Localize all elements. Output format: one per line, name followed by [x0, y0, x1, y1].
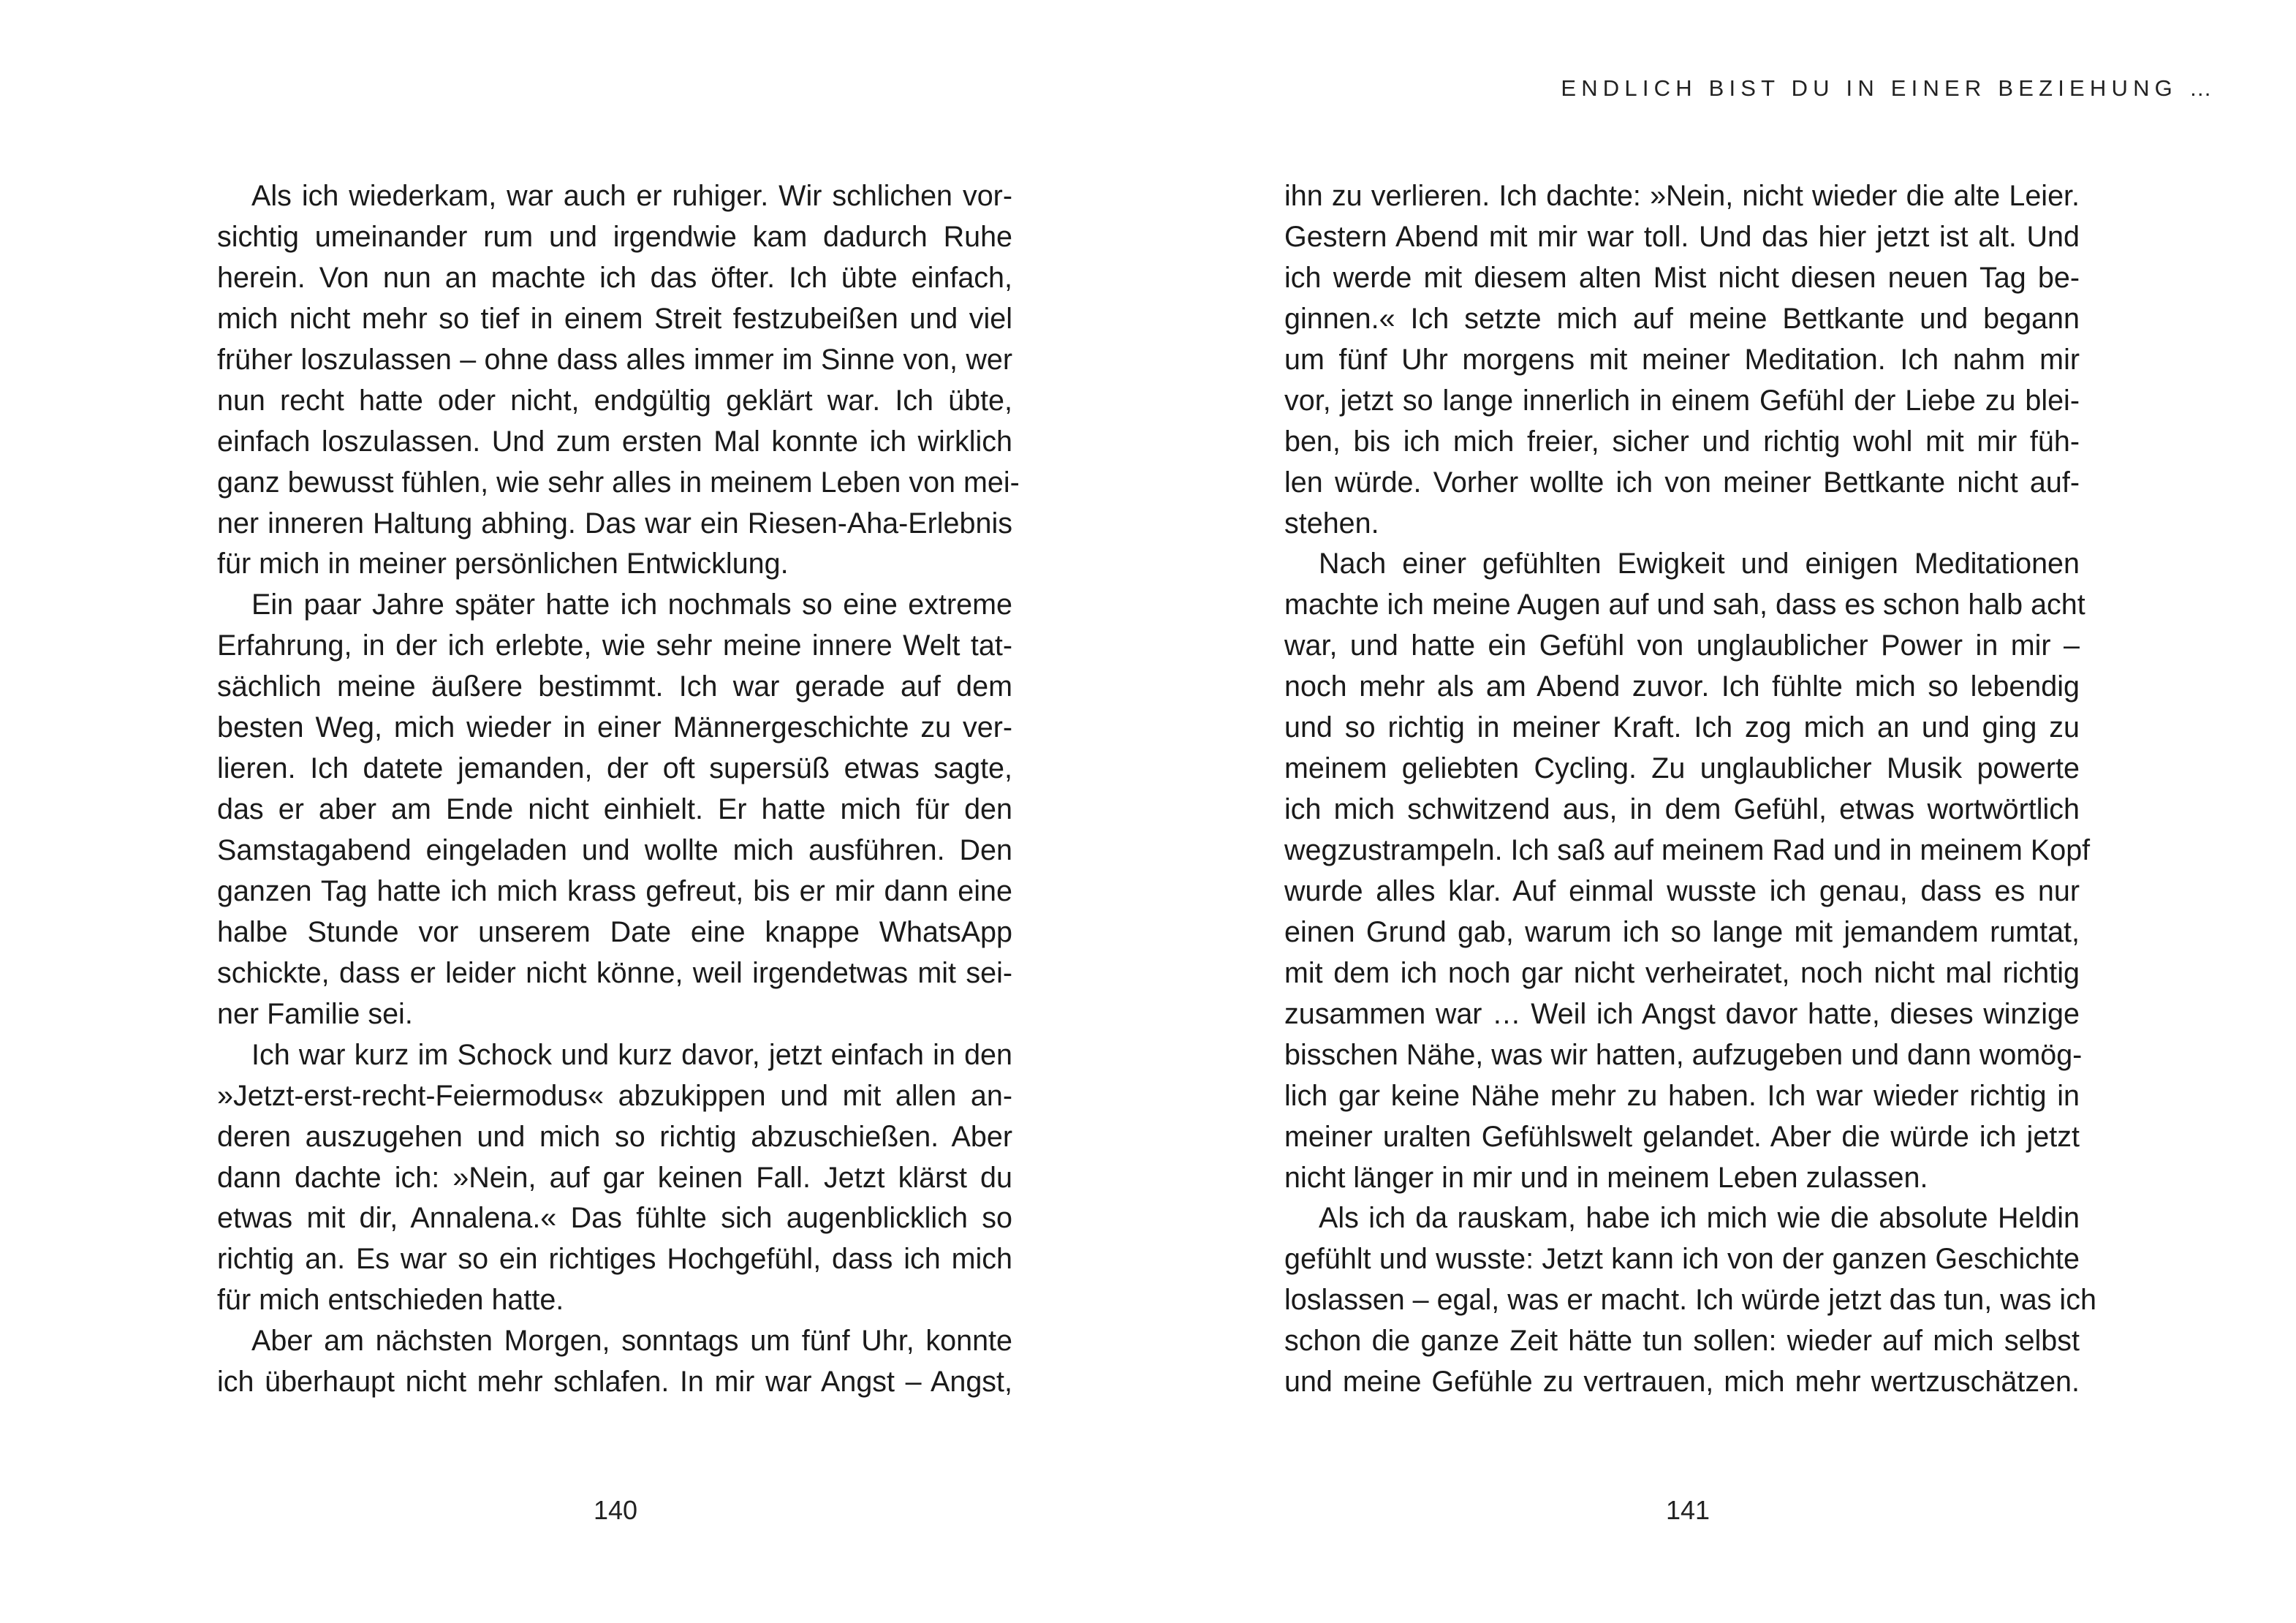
text-line: Samstagabend eingeladen und wollte mich ausführen. Den: [217, 834, 1012, 866]
text-line: und so richtig in meiner Kraft. Ich zog mich an und ging zu: [1284, 711, 2080, 744]
text-line: ich werde mit diesem alten Mist nicht diesen neuen Tag be-: [1284, 261, 2080, 294]
text-line: schon die ganze Zeit hätte tun sollen: wieder auf mich selbst: [1284, 1325, 2080, 1358]
text-line: nicht länger in mir und in meinem Leben zulassen.: [1284, 1161, 1928, 1194]
text-line: Erfahrung, in der ich erlebte, wie sehr meine innere Welt tat-: [217, 629, 1012, 662]
text-line: Aber am nächsten Morgen, sonntags um fünf Uhr, konnte: [251, 1325, 1012, 1358]
text-line: gefühlt und wusste: Jetzt kann ich von der ganzen Geschichte: [1284, 1243, 2080, 1276]
page-number-left: 140: [593, 1495, 638, 1525]
text-line: Nach einer gefühlten Ewigkeit und einigen Meditationen: [1319, 548, 2080, 580]
text-line: Ein paar Jahre später hatte ich nochmals so eine extreme: [251, 589, 1012, 621]
text-line: meinem geliebten Cycling. Zu unglaublicher Musik powerte: [1284, 752, 2080, 785]
text-line: Als ich da rauskam, habe ich mich wie die absolute Heldin: [1319, 1202, 2080, 1235]
text-line: lieren. Ich datete jemanden, der oft supersüß etwas sagte,: [217, 752, 1012, 785]
text-line: besten Weg, mich wieder in einer Männergeschichte zu ver-: [217, 711, 1012, 744]
text-line: ben, bis ich mich freier, sicher und richtig wohl mit mir füh-: [1284, 425, 2080, 458]
text-line: ich mich schwitzend aus, in dem Gefühl, etwas wortwörtlich: [1284, 793, 2080, 826]
text-line: und meine Gefühle zu vertrauen, mich mehr wertzuschätzen.: [1284, 1366, 2080, 1399]
text-line: nun recht hatte oder nicht, endgültig geklärt war. Ich übte,: [217, 384, 1012, 417]
text-line: meiner uralten Gefühlswelt gelandet. Aber die würde ich jetzt: [1284, 1120, 2080, 1153]
text-line: einen Grund gab, warum ich so lange mit jemandem rumtat,: [1284, 915, 2080, 948]
running-head: ENDLICH BIST DU IN EINER BEZIEHUNG …: [1561, 75, 2217, 101]
text-line: Gestern Abend mit mir war toll. Und das hier jetzt ist alt. Und: [1284, 220, 2080, 253]
text-line: ich überhaupt nicht mehr schlafen. In mir war Angst – Angst,: [217, 1366, 1012, 1399]
text-line: für mich in meiner persönlichen Entwicklung.: [217, 548, 789, 580]
text-line: zusammen war … Weil ich Angst davor hatte, dieses winzige: [1284, 997, 2080, 1030]
text-line: machte ich meine Augen auf und sah, dass es schon halb acht: [1284, 589, 2085, 621]
text-line: deren auszugehen und mich so richtig abzuschießen. Aber: [217, 1120, 1012, 1153]
text-line: bisschen Nähe, was wir hatten, aufzugeben und dann womög-: [1284, 1038, 2083, 1071]
text-line: um fünf Uhr morgens mit meiner Meditation. Ich nahm mir: [1284, 343, 2080, 376]
text-line: für mich entschieden hatte.: [217, 1284, 564, 1317]
text-line: vor, jetzt so lange innerlich in einem Gefühl der Liebe zu blei-: [1284, 384, 2080, 417]
text-line: richtig an. Es war so ein richtiges Hochgefühl, dass ich mich: [217, 1243, 1012, 1276]
text-line: früher loszulassen – ohne dass alles immer im Sinne von, wer: [217, 343, 1012, 376]
text-line: ner Familie sei.: [217, 997, 413, 1030]
text-line: mich nicht mehr so tief in einem Streit festzubeißen und viel: [217, 302, 1012, 335]
page-right-body: [1284, 176, 2096, 1403]
text-line: sichtig umeinander rum und irgendwie kam dadurch Ruhe: [217, 220, 1012, 253]
text-line: len würde. Vorher wollte ich von meiner Bettkante nicht auf-: [1284, 466, 2080, 499]
text-line: einfach loszulassen. Und zum ersten Mal konnte ich wirklich: [217, 425, 1012, 458]
page-number-right: 141: [1665, 1495, 1710, 1525]
text-line: ner inneren Haltung abhing. Das war ein Riesen-Aha-Erlebnis: [217, 507, 1012, 540]
page-left-body: [217, 176, 1020, 1403]
text-line: schickte, dass er leider nicht könne, weil irgendetwas mit sei-: [217, 956, 1012, 989]
text-line: Ich war kurz im Schock und kurz davor, jetzt einfach in den: [251, 1038, 1012, 1071]
text-line: dann dachte ich: »Nein, auf gar keinen Fall. Jetzt klärst du: [217, 1161, 1012, 1194]
text-line: lich gar keine Nähe mehr zu haben. Ich war wieder richtig in: [1284, 1079, 2080, 1112]
text-line: das er aber am Ende nicht einhielt. Er hatte mich für den: [217, 793, 1012, 826]
text-line: halbe Stunde vor unserem Date eine knappe WhatsApp: [217, 915, 1012, 948]
text-line: Als ich wiederkam, war auch er ruhiger. Wir schlichen vor-: [251, 180, 1012, 212]
text-line: etwas mit dir, Annalena.« Das fühlte sich augenblicklich so: [217, 1202, 1012, 1235]
text-line: wurde alles klar. Auf einmal wusste ich genau, dass es nur: [1284, 874, 2080, 907]
text-line: sächlich meine äußere bestimmt. Ich war gerade auf dem: [217, 670, 1012, 703]
text-line: ginnen.« Ich setzte mich auf meine Bettkante und begann: [1284, 302, 2080, 335]
text-line: herein. Von nun an machte ich das öfter. Ich übte einfach,: [217, 261, 1012, 294]
text-line: ihn zu verlieren. Ich dachte: »Nein, nicht wieder die alte Leier.: [1284, 180, 2080, 212]
text-line: noch mehr als am Abend zuvor. Ich fühlte mich so lebendig: [1284, 670, 2080, 703]
text-line: mit dem ich noch gar nicht verheiratet, noch nicht mal richtig: [1284, 956, 2080, 989]
text-line: war, und hatte ein Gefühl von unglaublicher Power in mir –: [1284, 629, 2080, 662]
text-line: wegzustrampeln. Ich saß auf meinem Rad und in meinem Kopf: [1284, 834, 2091, 866]
text-line: stehen.: [1284, 507, 1379, 540]
text-line: ganzen Tag hatte ich mich krass gefreut, bis er mir dann eine: [217, 874, 1012, 907]
text-line: »Jetzt-erst-recht-Feiermodus« abzukippen und mit allen an-: [217, 1079, 1012, 1112]
text-line: loslassen – egal, was er macht. Ich würde jetzt das tun, was ich: [1284, 1284, 2096, 1317]
text-line: ganz bewusst fühlen, wie sehr alles in meinem Leben von mei-: [217, 466, 1020, 499]
